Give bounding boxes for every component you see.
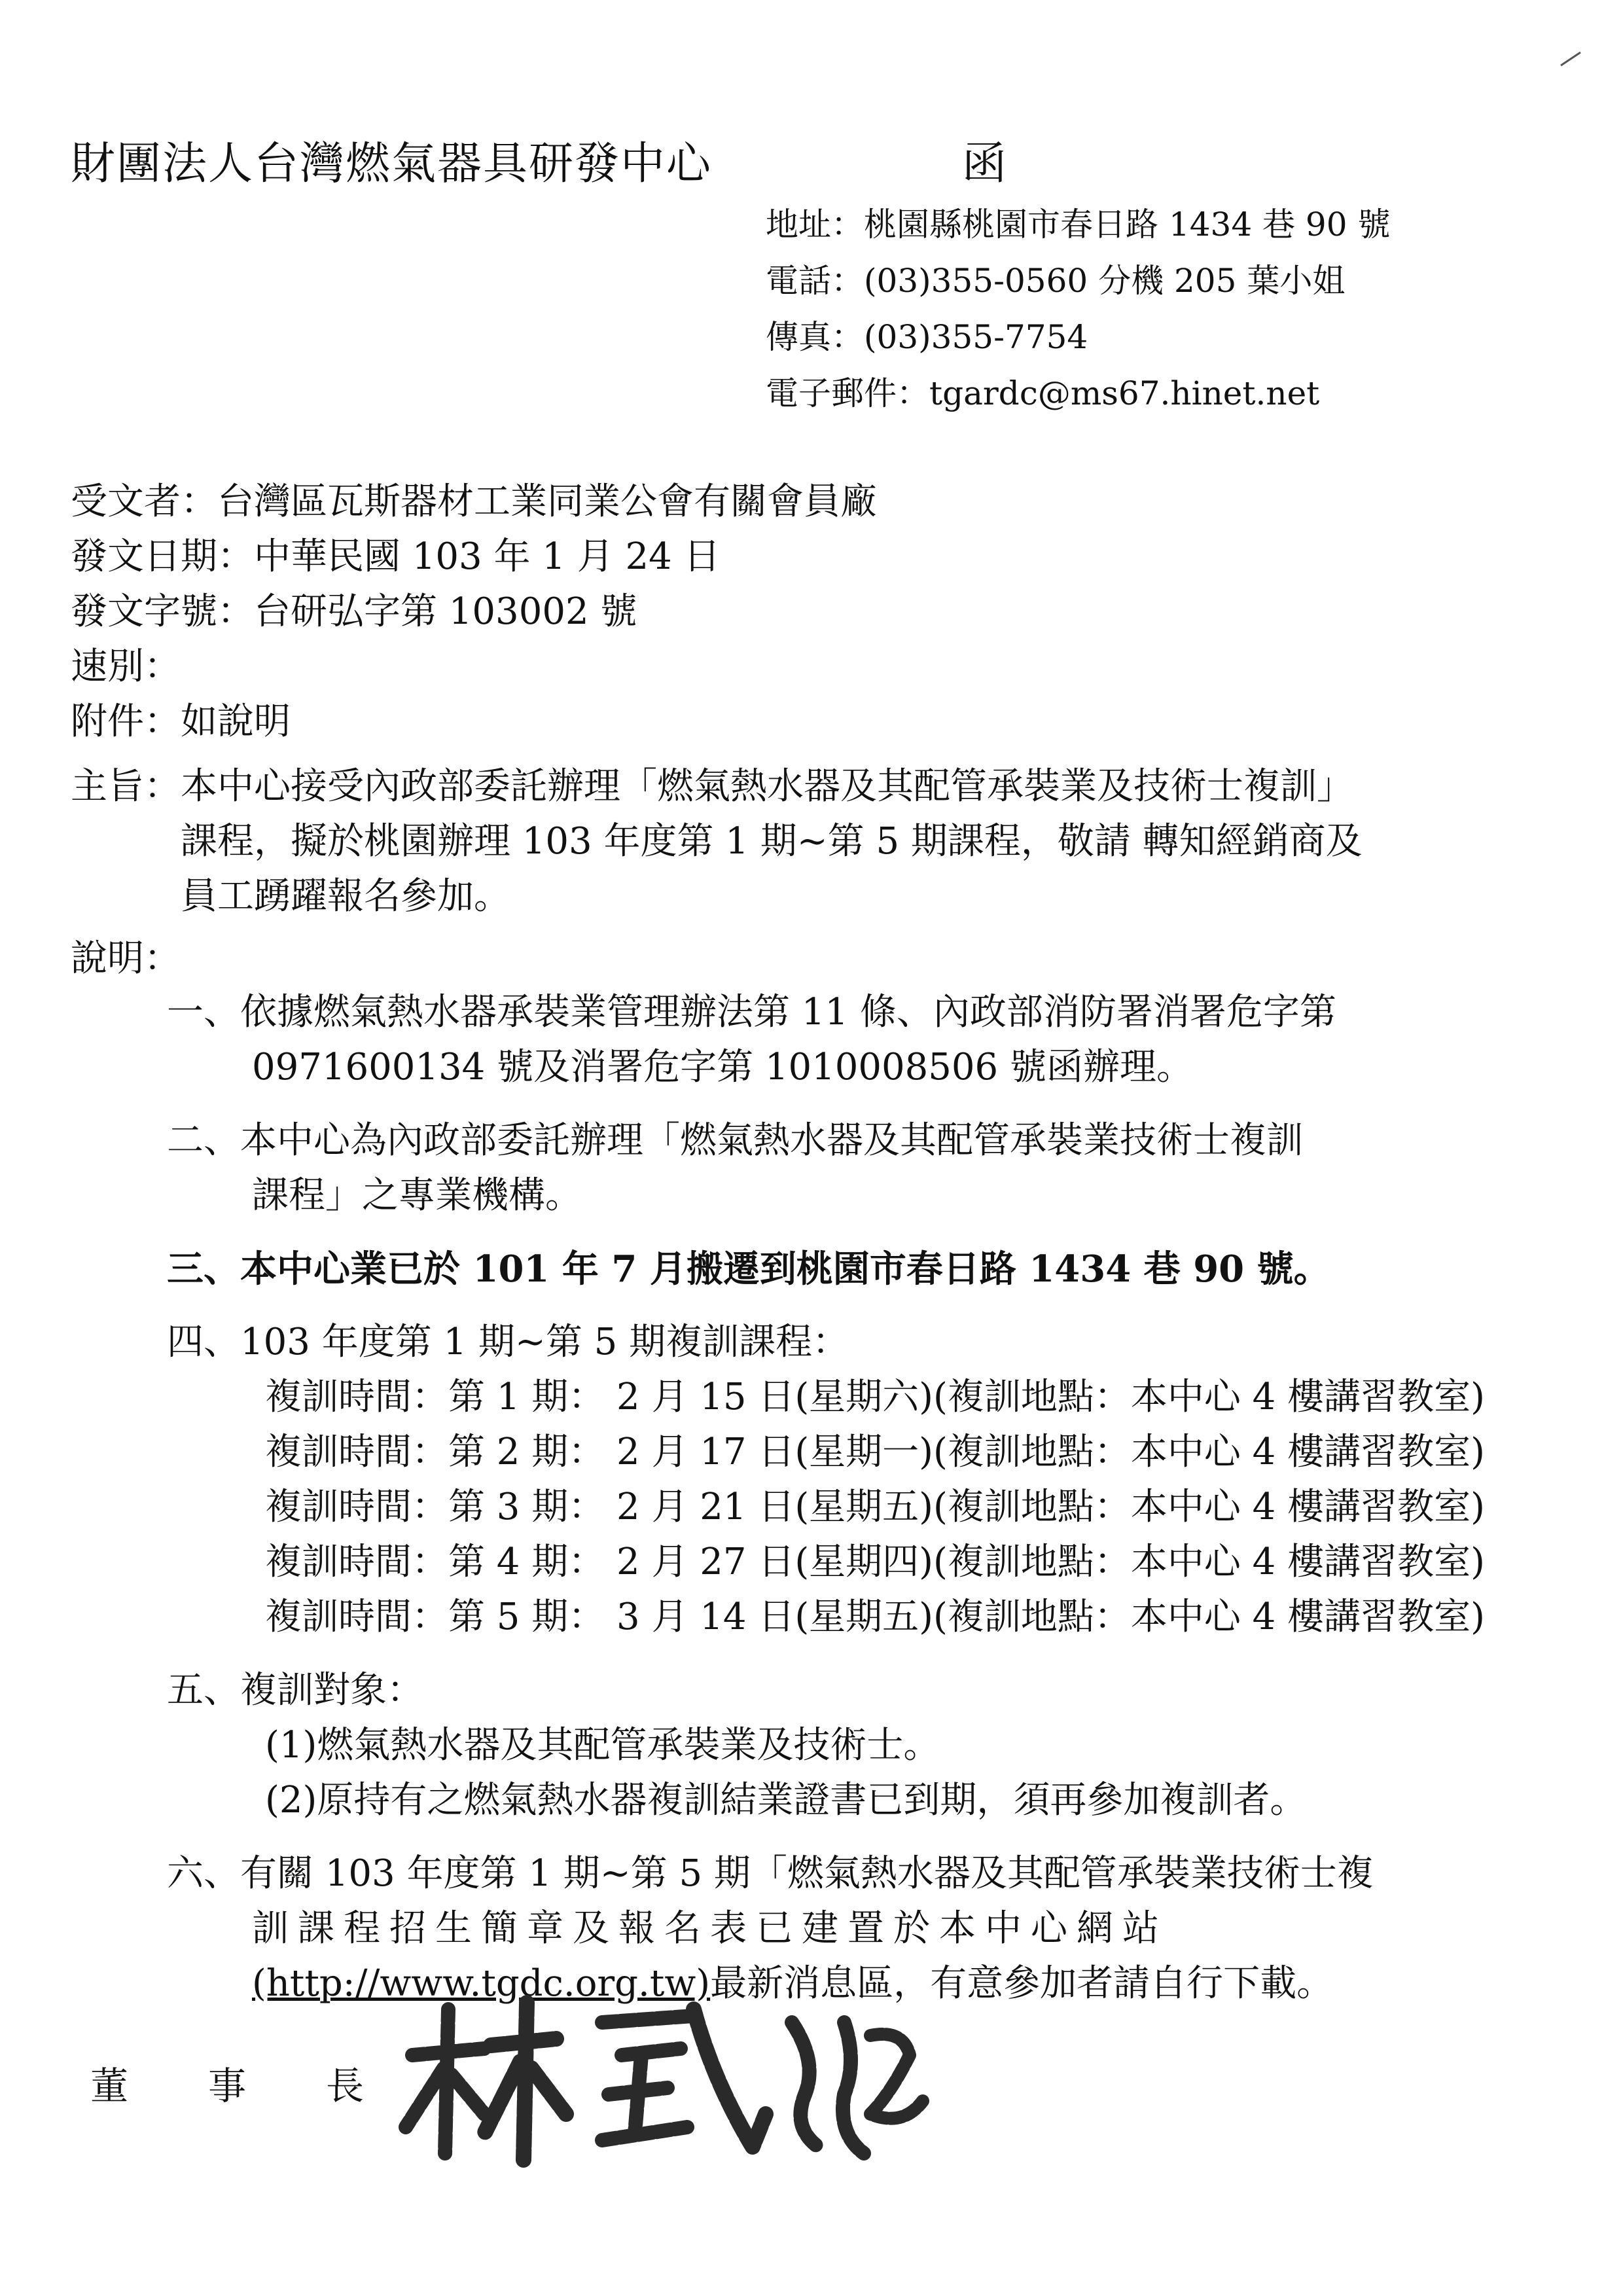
item-5-line: 五、複訓對象： xyxy=(167,1669,423,1712)
target-row: (2)原持有之燃氣熱水器複訓結業證書已到期，須再參加複訓者。 xyxy=(265,1779,1307,1821)
subject-block xyxy=(71,759,1556,924)
explanation-item-2 xyxy=(167,1113,1574,1223)
contact-phone: 電話：(03)355-0560 分機 205 葉小姐 xyxy=(766,262,1346,300)
contact-block xyxy=(766,196,1390,422)
schedule-row: 複訓時間：第 1 期： 2 月 15 日(星期六)(複訓地點：本中心 4 樓講習教室) xyxy=(265,1376,1485,1418)
item-6-line-2: 訓課程招生簡章及報名表已建置於本中心網站 xyxy=(252,1907,1168,1950)
schedule-row: 複訓時間：第 3 期： 2 月 21 日(星期五)(複訓地點：本中心 4 樓講習教室) xyxy=(265,1486,1485,1528)
subject-label: 主旨： xyxy=(71,765,181,808)
target-row: (1)燃氣熱水器及其配管承裝業及技術士。 xyxy=(265,1724,940,1767)
explanation-item-4 xyxy=(167,1315,1574,1645)
item-1-line-2: 0971600134 號及消署危字第 1010008506 號函辦理。 xyxy=(252,1046,1193,1088)
explanation-item-3 xyxy=(167,1242,1574,1297)
explanation-items xyxy=(167,985,1574,2030)
contact-address: 地址：桃園縣桃園市春日路 1434 巷 90 號 xyxy=(766,206,1391,243)
chairman-char: 長 xyxy=(326,2064,365,2108)
recipient: 受文者：台灣區瓦斯器材工業同業公會有關會員廠 xyxy=(71,480,877,523)
document-meta xyxy=(71,475,1569,749)
item-6-line-1: 六、有關 103 年度第 1 期~第 5 期「燃氣熱水器及其配管承裝業技術士複 xyxy=(167,1852,1374,1895)
schedule-row: 複訓時間：第 5 期： 3 月 14 日(星期五)(複訓地點：本中心 4 樓講習教室) xyxy=(265,1596,1485,1638)
explanation-item-1 xyxy=(167,985,1574,1095)
explanation-item-5 xyxy=(167,1663,1574,1828)
attachment: 附件：如說明 xyxy=(71,700,291,743)
subject-line-1: 本中心接受內政部委託辦理「燃氣熱水器及其配管承裝業及技術士複訓」 xyxy=(181,765,1353,808)
subject-line-3: 員工踴躍報名參加。 xyxy=(181,875,510,918)
item-2-line-2: 課程」之專業機構。 xyxy=(252,1174,582,1217)
contact-email: 電子郵件：tgardc@ms67.hinet.net xyxy=(766,374,1320,412)
website-link[interactable]: (http://www.tgdc.org.tw) xyxy=(252,1962,711,2005)
document-type: 函 xyxy=(962,138,1007,190)
item-1-line-1: 一、依據燃氣熱水器承裝業管理辦法第 11 條、內政部消防署消署危字第 xyxy=(167,991,1336,1033)
subject-line-2: 課程，擬於桃園辦理 103 年度第 1 期~第 5 期課程，敬請 轉知經銷商及 xyxy=(181,820,1363,863)
chairman-char: 事 xyxy=(208,2064,247,2108)
item-2-line-1: 二、本中心為內政部委託辦理「燃氣熱水器及其配管承裝業技術士複訓 xyxy=(167,1119,1303,1162)
chairman-char: 董 xyxy=(90,2064,129,2108)
item-4-line: 四、103 年度第 1 期~第 5 期複訓課程： xyxy=(167,1321,849,1363)
scan-corner-mark xyxy=(1558,46,1584,72)
organization-name: 財團法人台灣燃氣器具研發中心 xyxy=(71,138,713,190)
document-number: 發文字號：台研弘字第 103002 號 xyxy=(71,590,637,633)
speed-class: 速別： xyxy=(71,645,181,688)
schedule-row: 複訓時間：第 2 期： 2 月 17 日(星期一)(複訓地點：本中心 4 樓講習教室) xyxy=(265,1431,1485,1473)
item-3-line: 三、本中心業已於 101 年 7 月搬遷到桃園市春日路 1434 巷 90 號。 xyxy=(167,1247,1330,1291)
contact-fax: 傳真：(03)355-7754 xyxy=(766,318,1088,356)
schedule-row: 複訓時間：第 4 期： 2 月 27 日(星期四)(複訓地點：本中心 4 樓講習教室) xyxy=(265,1541,1485,1583)
explanation-label: 說明： xyxy=(71,937,181,980)
item-6-line-3-rest: 最新消息區，有意參加者請自行下載。 xyxy=(710,1962,1334,2005)
signature-stamp xyxy=(386,1983,936,2179)
issue-date: 發文日期：中華民國 103 年 1 月 24 日 xyxy=(71,535,721,578)
